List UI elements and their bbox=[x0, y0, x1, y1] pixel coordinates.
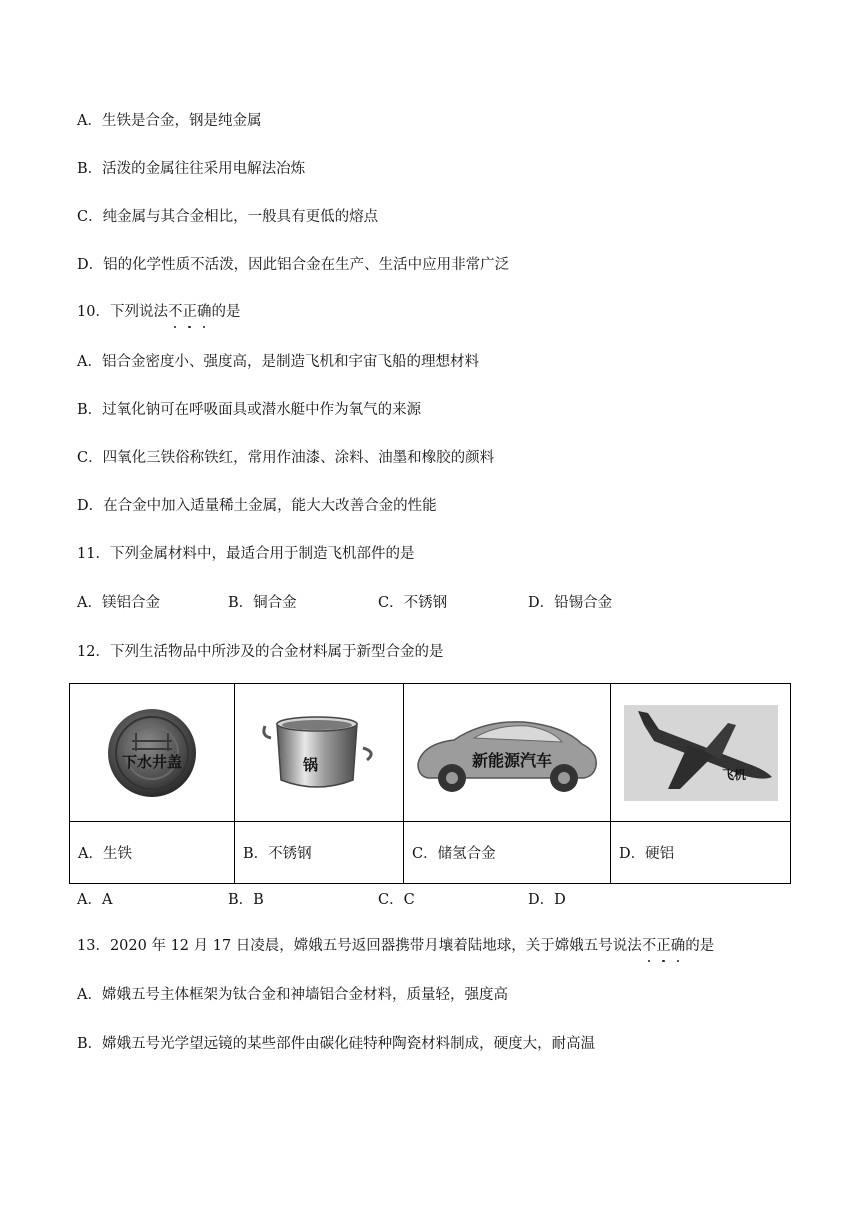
q10-option-c: C．四氧化三铁俗称铁红，常用作油漆、涂料、油墨和橡胶的颜料 bbox=[77, 450, 495, 466]
q10-emphasis-char: 确 bbox=[196, 304, 212, 320]
q10-option-b: B．过氧化钠可在呼吸面具或潜水艇中作为氧气的来源 bbox=[77, 402, 422, 418]
table-label-a: A．生铁 bbox=[70, 822, 235, 884]
q13-option-b: B．嫦娥五号光学望远镜的某些部件由碳化硅特种陶瓷材料制成，硬度大，耐高温 bbox=[77, 1036, 596, 1052]
q12-stem: 12．下列生活物品中所涉及的合金材料属于新型合金的是 bbox=[77, 644, 444, 660]
q11-option-c: C．不锈钢 bbox=[378, 595, 448, 611]
pot-caption: 锅 bbox=[303, 755, 319, 774]
q13-stem-suffix: 的是 bbox=[685, 938, 715, 954]
q11-option-b: B．铜合金 bbox=[228, 595, 297, 611]
pot-image bbox=[259, 708, 379, 798]
q12-option-b: B．B bbox=[228, 892, 264, 908]
q10-stem bbox=[77, 302, 240, 322]
q10-stem-suffix: 的是 bbox=[211, 304, 241, 320]
table-label-b: B．不锈钢 bbox=[235, 822, 404, 884]
q10-option-a: A．铝合金密度小、强度高，是制造飞机和宇宙飞船的理想材料 bbox=[77, 354, 479, 370]
manhole-cover-cell bbox=[70, 684, 235, 822]
q13-emphasis-char: 正 bbox=[656, 938, 671, 954]
q13-option-a: A．嫦娥五号主体框架为钛合金和神墙铝合金材料，质量轻，强度高 bbox=[77, 987, 508, 1003]
q10-emphasis-char: 不 bbox=[167, 304, 183, 320]
q12-image-table bbox=[69, 683, 791, 884]
q9-option-a: A．生铁是合金，钢是纯金属 bbox=[77, 113, 262, 129]
manhole-cover-image bbox=[102, 705, 202, 801]
q9-option-c: C．纯金属与其合金相比，一般具有更低的熔点 bbox=[77, 209, 379, 225]
q13-emphasis-char: 确 bbox=[670, 938, 686, 954]
manhole-cover-caption: 下水井盖 bbox=[121, 752, 183, 771]
q10-emphasis-char: 正 bbox=[182, 304, 197, 320]
new-energy-car-image bbox=[414, 708, 600, 798]
pot-cell bbox=[235, 684, 404, 822]
q13-emphasis-char: 不 bbox=[641, 938, 657, 954]
q11-option-d: D．铅锡合金 bbox=[528, 595, 613, 611]
q13-stem bbox=[77, 936, 714, 956]
q10-option-d: D．在合金中加入适量稀土金属，能大大改善合金的性能 bbox=[77, 498, 437, 514]
q12-option-a: A．A bbox=[77, 892, 113, 908]
airplane-caption: 飞机 bbox=[721, 767, 746, 782]
q10-stem-prefix: 10．下列说法 bbox=[77, 304, 168, 320]
car-caption: 新能源汽车 bbox=[471, 750, 553, 770]
q12-option-d: D．D bbox=[528, 892, 566, 908]
car-cell bbox=[404, 684, 611, 822]
airplane-image bbox=[624, 705, 778, 801]
table-label-c: C．储氢合金 bbox=[404, 822, 611, 884]
q13-stem-prefix: 13．2020 年 12 月 17 日凌晨，嫦娥五号返回器携带月壤着陆地球，关于嫦娥五号说法 bbox=[77, 938, 642, 954]
q9-option-d: D．铝的化学性质不活泼，因此铝合金在生产、生活中应用非常广泛 bbox=[77, 257, 510, 273]
q9-option-b: B．活泼的金属往往采用电解法冶炼 bbox=[77, 161, 306, 177]
q11-option-a: A．镁铝合金 bbox=[77, 595, 160, 611]
airplane-cell bbox=[611, 684, 791, 822]
table-label-d: D．硬铝 bbox=[611, 822, 791, 884]
q11-stem: 11．下列金属材料中，最适合用于制造飞机部件的是 bbox=[77, 546, 415, 562]
q12-option-c: C．C bbox=[378, 892, 415, 908]
